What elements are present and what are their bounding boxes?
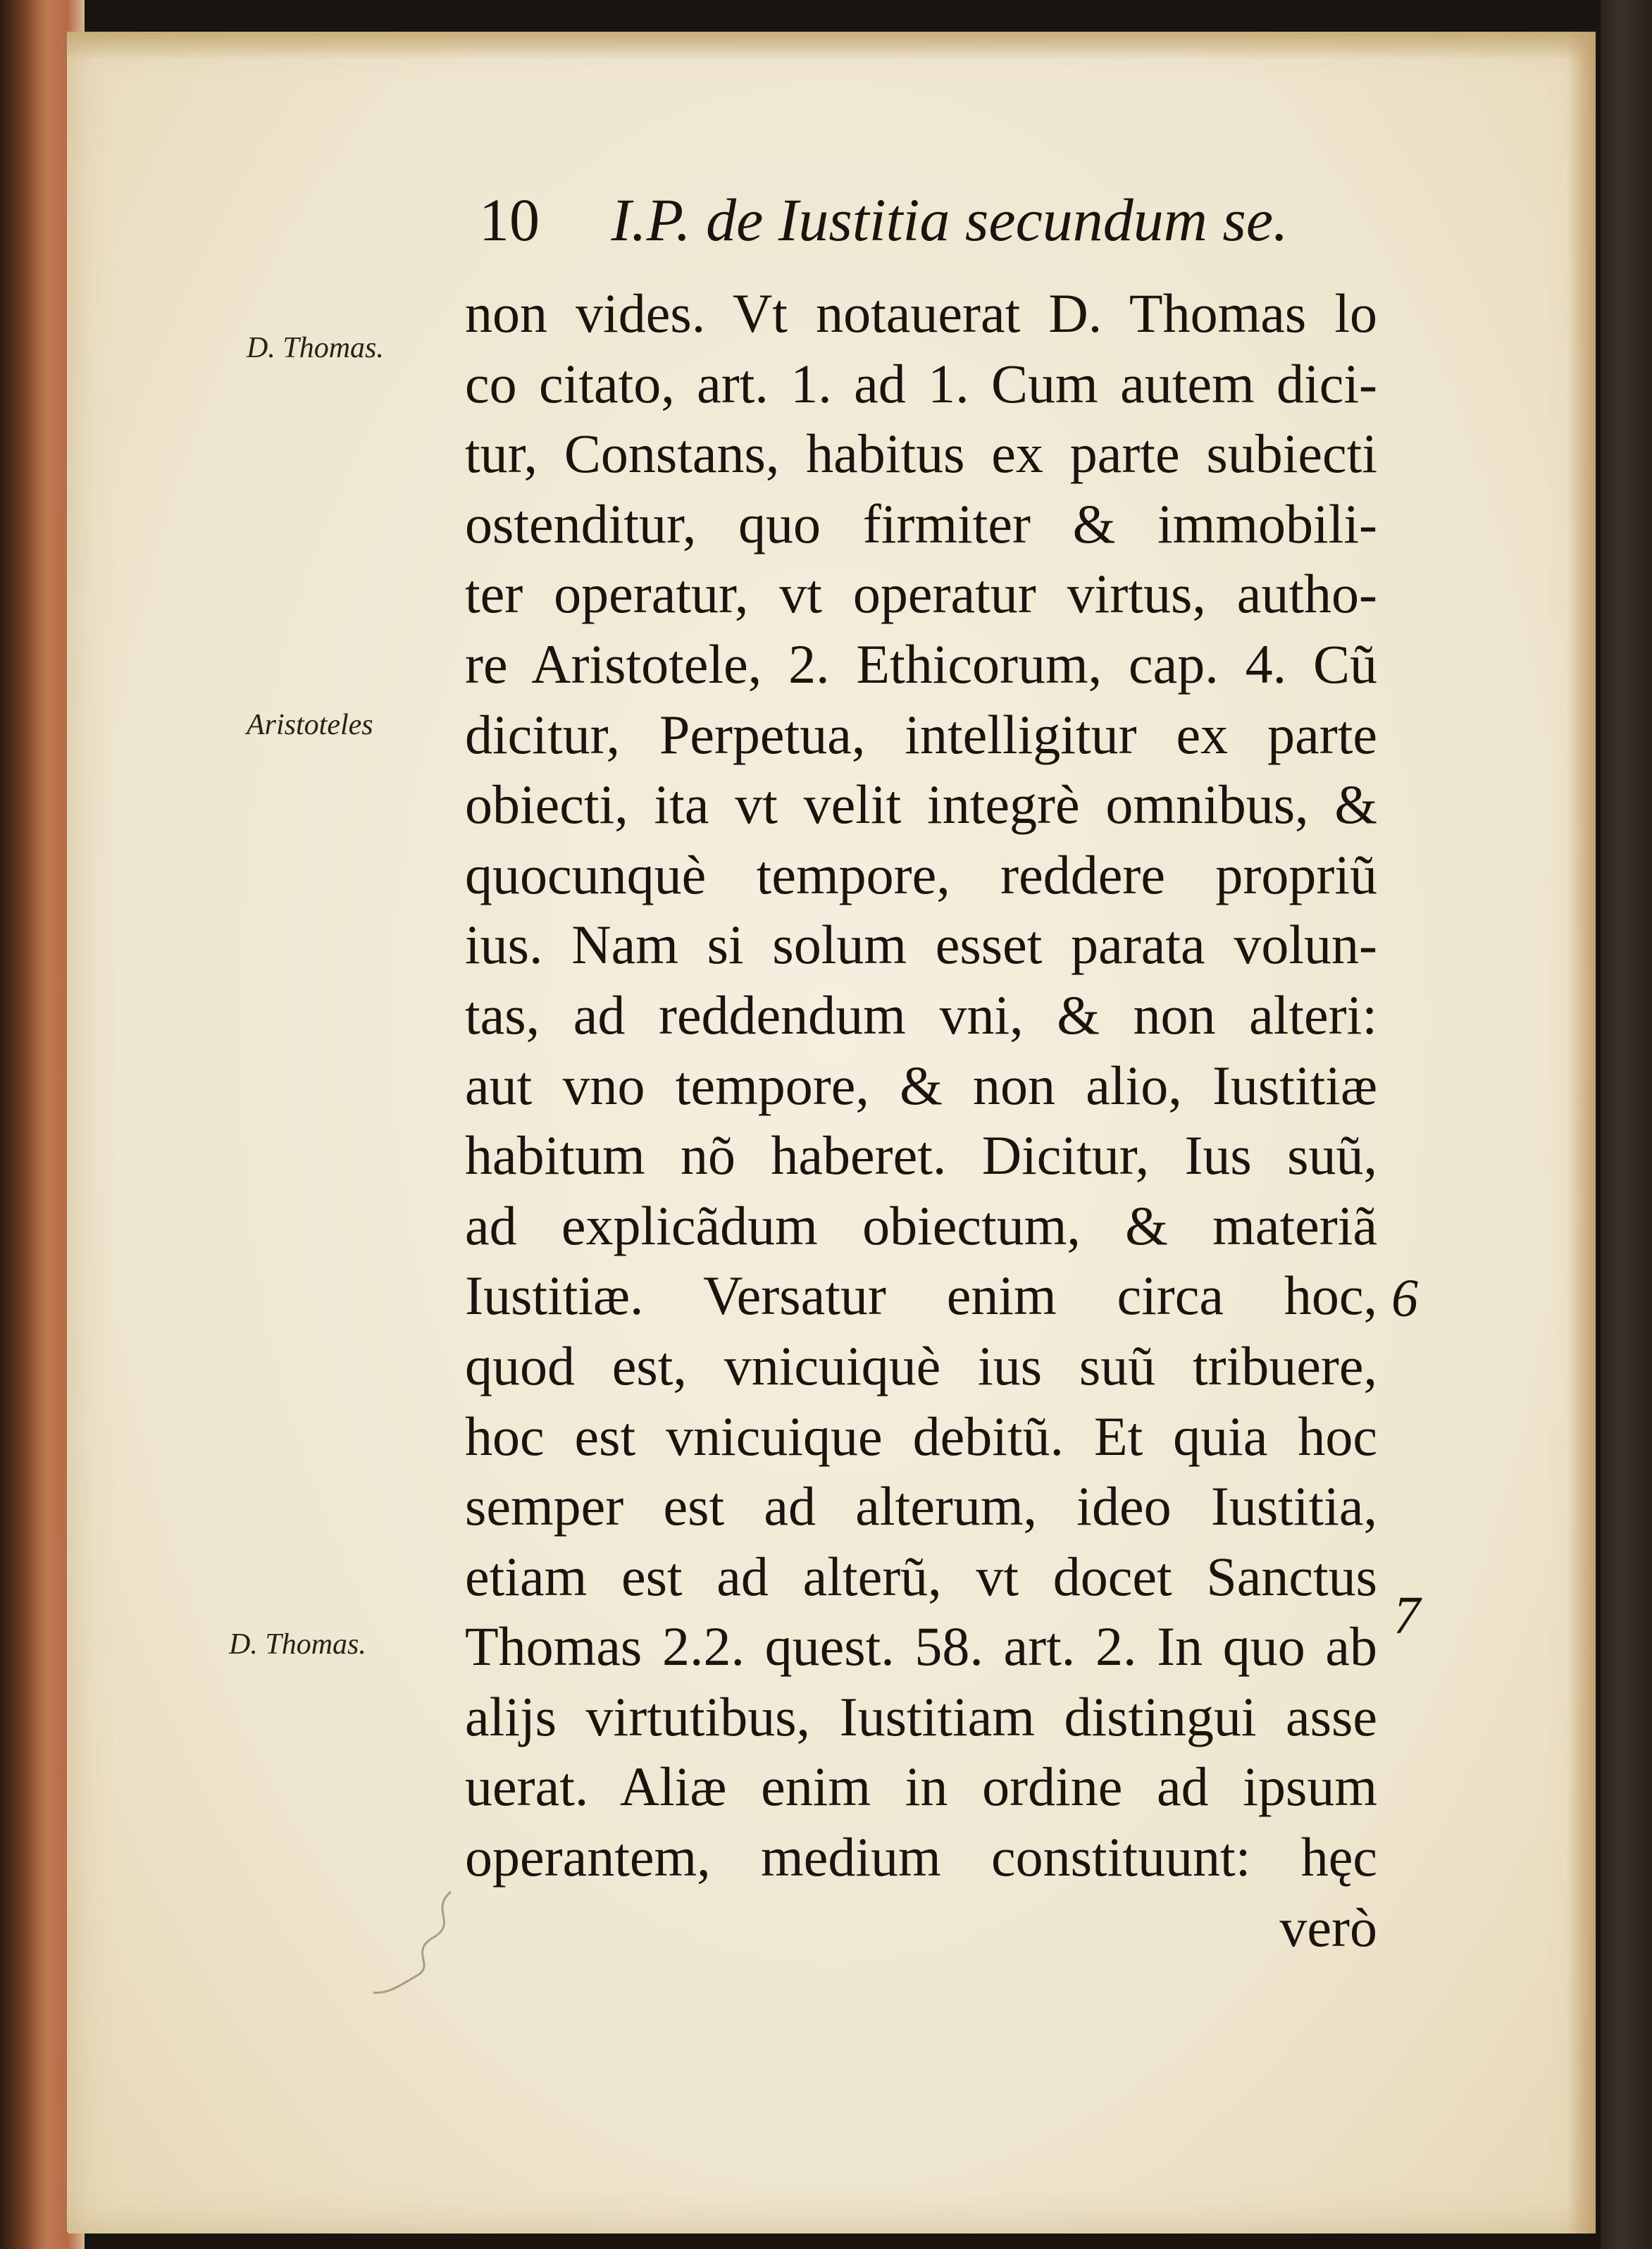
text-line: etiam est ad alterũ, vt docet Sanctus (465, 1545, 1377, 1607)
text-line: quocunquè tempore, reddere propriũ (465, 843, 1377, 905)
marginal-note: D. Thomas. (229, 1628, 366, 1661)
section-number: 6 (1391, 1269, 1418, 1328)
text-line: tur, Constans, habitus ex parte subiecti (465, 423, 1377, 485)
running-head (479, 185, 1381, 262)
text-line: co citato, art. 1. ad 1. Cum autem dici- (465, 352, 1377, 414)
body-text (465, 278, 1377, 1962)
text-line: non vides. Vt notauerat D. Thomas lo (465, 283, 1377, 344)
pen-flourish-mark (366, 1888, 465, 2001)
text-line: quod est, vnicuiquè ius suũ tribuere, (465, 1334, 1377, 1396)
marginal-note: Aristoteles (247, 709, 373, 741)
text-line: tas, ad reddendum vni, & non alteri: (465, 984, 1377, 1046)
facing-page-edge (1601, 0, 1652, 2249)
text-line: dicitur, Perpetua, intelligitur ex parte (465, 703, 1377, 765)
text-line: Iustitiæ. Versatur enim circa hoc, (465, 1265, 1377, 1327)
text-line: alijs virtutibus, Iustitiam distingui asse (465, 1685, 1377, 1747)
page-top-stain (67, 32, 1596, 60)
section-number: 7 (1393, 1586, 1420, 1645)
text-line: obiecti, ita vt velit integrè omnibus, & (465, 774, 1377, 836)
text-line: operantem, medium constituunt: hęc (465, 1826, 1377, 1888)
text-line: ter operatur, vt operatur virtus, autho- (465, 563, 1377, 625)
text-line: Thomas 2.2. quest. 58. art. 2. In quo ab (465, 1616, 1377, 1678)
marginal-note: D. Thomas. (247, 332, 384, 364)
text-line: ad explicãdum obiectum, & materiã (465, 1194, 1377, 1256)
page-right-stain (1567, 32, 1596, 2233)
text-line: habitum nõ haberet. Dicitur, Ius suũ, (465, 1124, 1377, 1187)
text-line: ostenditur, quo firmiter & immobili- (465, 492, 1377, 554)
folio-number: 10 (479, 186, 540, 254)
text-line: aut vno tempore, & non alio, Iustitiæ (465, 1054, 1377, 1116)
catchword: verò (1279, 1896, 1377, 1958)
text-line: hoc est vnicuique debitũ. Et quia hoc (465, 1405, 1377, 1467)
text-line: ius. Nam si solum esset parata volun- (465, 914, 1377, 976)
text-line: re Aristotele, 2. Ethicorum, cap. 4. Cũ (465, 633, 1377, 695)
text-line: uerat. Aliæ enim in ordine ad ipsum (465, 1756, 1377, 1818)
running-title: I.P. de Iustitia secundum se. (611, 186, 1288, 254)
text-line: semper est ad alterum, ideo Iustitia, (465, 1475, 1377, 1537)
